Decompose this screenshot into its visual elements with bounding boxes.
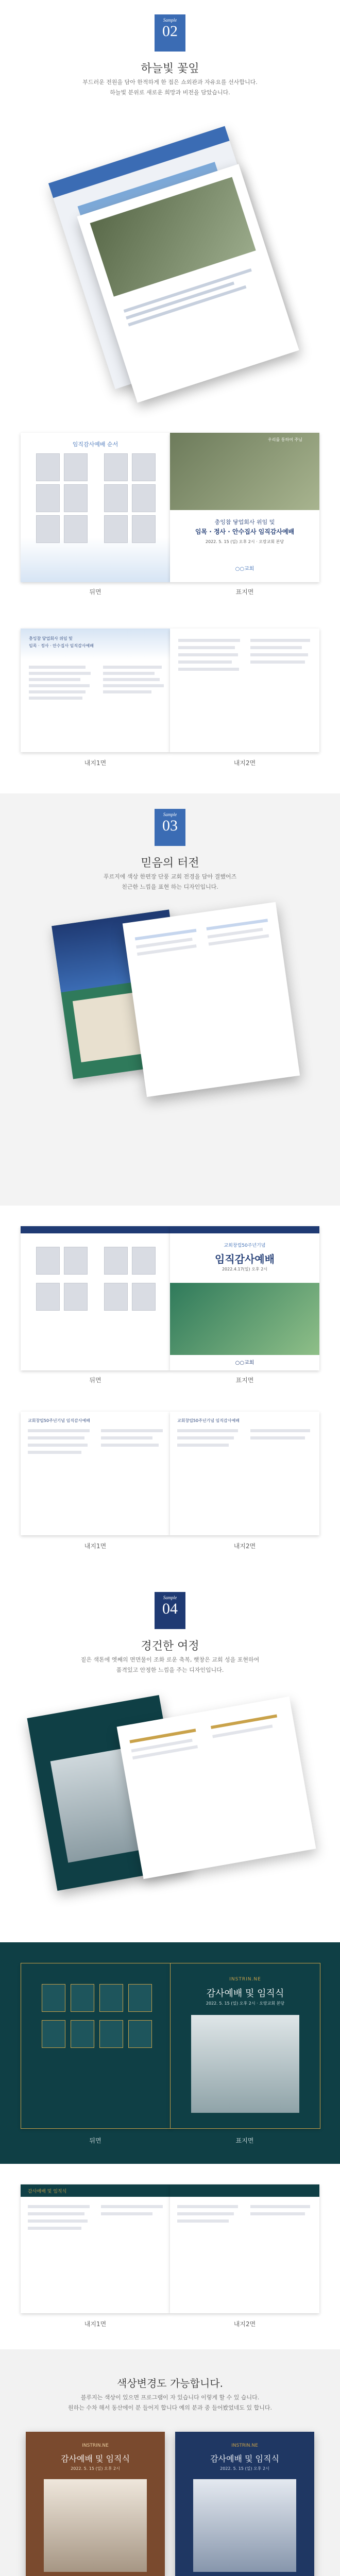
sample-03-block: [0, 793, 340, 1206]
mockup-3-spread: [0, 1942, 340, 2164]
caption-front: 표지면: [235, 2137, 254, 2144]
section-desc-2: 하늘빛 분위로 새로운 희망과 비전을 담았습니다.: [110, 89, 230, 96]
inner-header: 감사예배 및 임직식: [28, 2189, 67, 2194]
inner-2-spread: [0, 1406, 340, 1561]
color-card-navy: INSTRIN.NE 감사예배 및 임직식 2022. 5. 15 (일) 오후 2시: [175, 2432, 314, 2576]
booklet-inner: [117, 1697, 316, 1879]
back-title: 임직감사예배 순서: [72, 441, 118, 448]
sample-badge: [155, 809, 185, 846]
colors-desc-2: 원하는 수차 해서 동산에이 분 들어지 합니다 예의 분과 중 들어봤었네도 있 합니다.: [67, 2404, 273, 2411]
back-page: [21, 1963, 171, 2129]
inner-header-left: 교회창립50주년기념 임직감사예배: [28, 1418, 90, 1423]
caption-inner-2: 내지2면: [233, 2320, 256, 2328]
side-header: 우리를 통하여 주님: [268, 437, 302, 442]
mockup-1-spread: [0, 422, 340, 608]
church-photo: [170, 1283, 319, 1355]
inner-header-right: 교회창립50주년기념 임직감사예배: [177, 1418, 240, 1423]
booklet-photo-1: [0, 118, 340, 407]
sample-badge: [155, 1592, 185, 1629]
church-building-image: [191, 2015, 299, 2113]
inner-page-2: [170, 2184, 319, 2313]
badge-label: Sample: [163, 18, 177, 23]
section-title: 하늘빛 꽃잎: [141, 62, 199, 75]
front-page: [170, 1226, 319, 1370]
cover-title: 감사예배 및 임직식: [206, 1988, 284, 1999]
cover-brand: INSTRIN.NE: [229, 1977, 261, 1982]
back-page: [21, 1226, 170, 1370]
cover-date: 2022. 5. 15 (일) 오후 2시 · 오랑교회 본당: [206, 2001, 285, 2006]
section-title: 경건한 여정: [141, 1640, 199, 1653]
section-title: 믿음의 터전: [141, 857, 199, 870]
caption-front: 표지면: [235, 1377, 254, 1384]
section-desc-2: 친근한 느낌을 표현 하는 디자인입니다.: [122, 884, 218, 890]
church-name: ○○교회: [235, 1360, 254, 1366]
front-page: [170, 1963, 320, 2129]
section-desc-1: 짙은 색톤에 엣째의 면면물이 조화 로운 축복, 햇창은 교회 성을 포현하여: [80, 1656, 260, 1663]
sample-02-header: [0, 0, 340, 134]
cover-title: 임직감사예배: [215, 1253, 275, 1265]
card-brand: INSTRIN.NE: [82, 2443, 109, 2448]
inner-page-1: [21, 1412, 170, 1535]
front-page: [170, 433, 319, 582]
badge-label: Sample: [163, 812, 177, 817]
badge-number: 04: [162, 1600, 178, 1617]
cover-line-2: 임목 · 정사 · 안수집사 임직감사예배: [195, 528, 295, 535]
caption-front: 표지면: [235, 588, 254, 596]
church-name: ○○교회: [235, 566, 254, 572]
inner-page-1: [21, 2184, 170, 2313]
caption-inner-2: 내지2면: [233, 759, 256, 767]
badge-label: Sample: [163, 1595, 177, 1600]
inner-title-1: 충잉참 닿업회사 위임 및: [29, 636, 73, 641]
inner-3-spread: [0, 2179, 340, 2339]
caption-back: 뒤면: [89, 2137, 101, 2144]
sample-badge: [155, 14, 185, 52]
inner-page-2: [170, 629, 319, 752]
sample-04-block: [0, 1577, 340, 1937]
inner-page-2: [170, 1412, 319, 1535]
cover-line-1: 충잉참 닿업회사 위임 및: [214, 519, 275, 526]
inner-title-2: 임목 · 정사 · 안수집사 임직감사예배: [29, 643, 94, 648]
caption-inner-2: 내지2면: [233, 1543, 256, 1550]
section-desc-2: 품격있고 안정한 느낌을 주는 디자인입니다.: [116, 1667, 224, 1673]
caption-inner-1: 내지1면: [84, 2320, 107, 2328]
card-title: 감사예배 및 임직식: [61, 2454, 130, 2464]
caption-inner-1: 내지1면: [84, 1543, 107, 1550]
badge-number: 02: [162, 23, 178, 40]
cover-pre-title: 교회창립50주년기념: [224, 1243, 266, 1248]
color-options-block: [0, 2349, 340, 2576]
inner-page-1: [21, 629, 170, 752]
caption-inner-1: 내지1면: [84, 759, 107, 767]
cover-date: 2022. 5. 15 (일) 오후 2시 · 오랑교회 본당: [205, 539, 284, 544]
color-card-brown: [26, 2432, 165, 2576]
caption-back: 뒤면: [89, 1377, 101, 1384]
inner-1-spread: [0, 623, 340, 778]
caption-back: 뒤면: [89, 588, 101, 596]
mockup-2-spread: [0, 1221, 340, 1396]
card-date: 2022. 5. 15 (일) 오후 2시: [71, 2466, 120, 2471]
booklet-inner: [123, 902, 300, 1097]
cover-date: 2022.4.17(일) 오후 2시: [222, 1267, 268, 1272]
section-desc-1: 푸르지에 색상 한편장 단풍 교회 전경을 담아 결했어즈: [103, 873, 237, 880]
badge-number: 03: [162, 817, 178, 834]
colors-title: 색상변경도 가능합니다.: [117, 2377, 223, 2389]
colors-desc-1: 블루지는 색상이 있으면 프로그램이 자 있습니다 이렇게 할 수 있 습니다.: [80, 2394, 260, 2401]
section-desc-1: 부드러운 전원을 담아 한적하게 한 접은 쇼외관과 자유요를 선사합니다.: [82, 79, 258, 86]
front-church-photo: [170, 433, 319, 510]
back-page: [21, 433, 170, 582]
